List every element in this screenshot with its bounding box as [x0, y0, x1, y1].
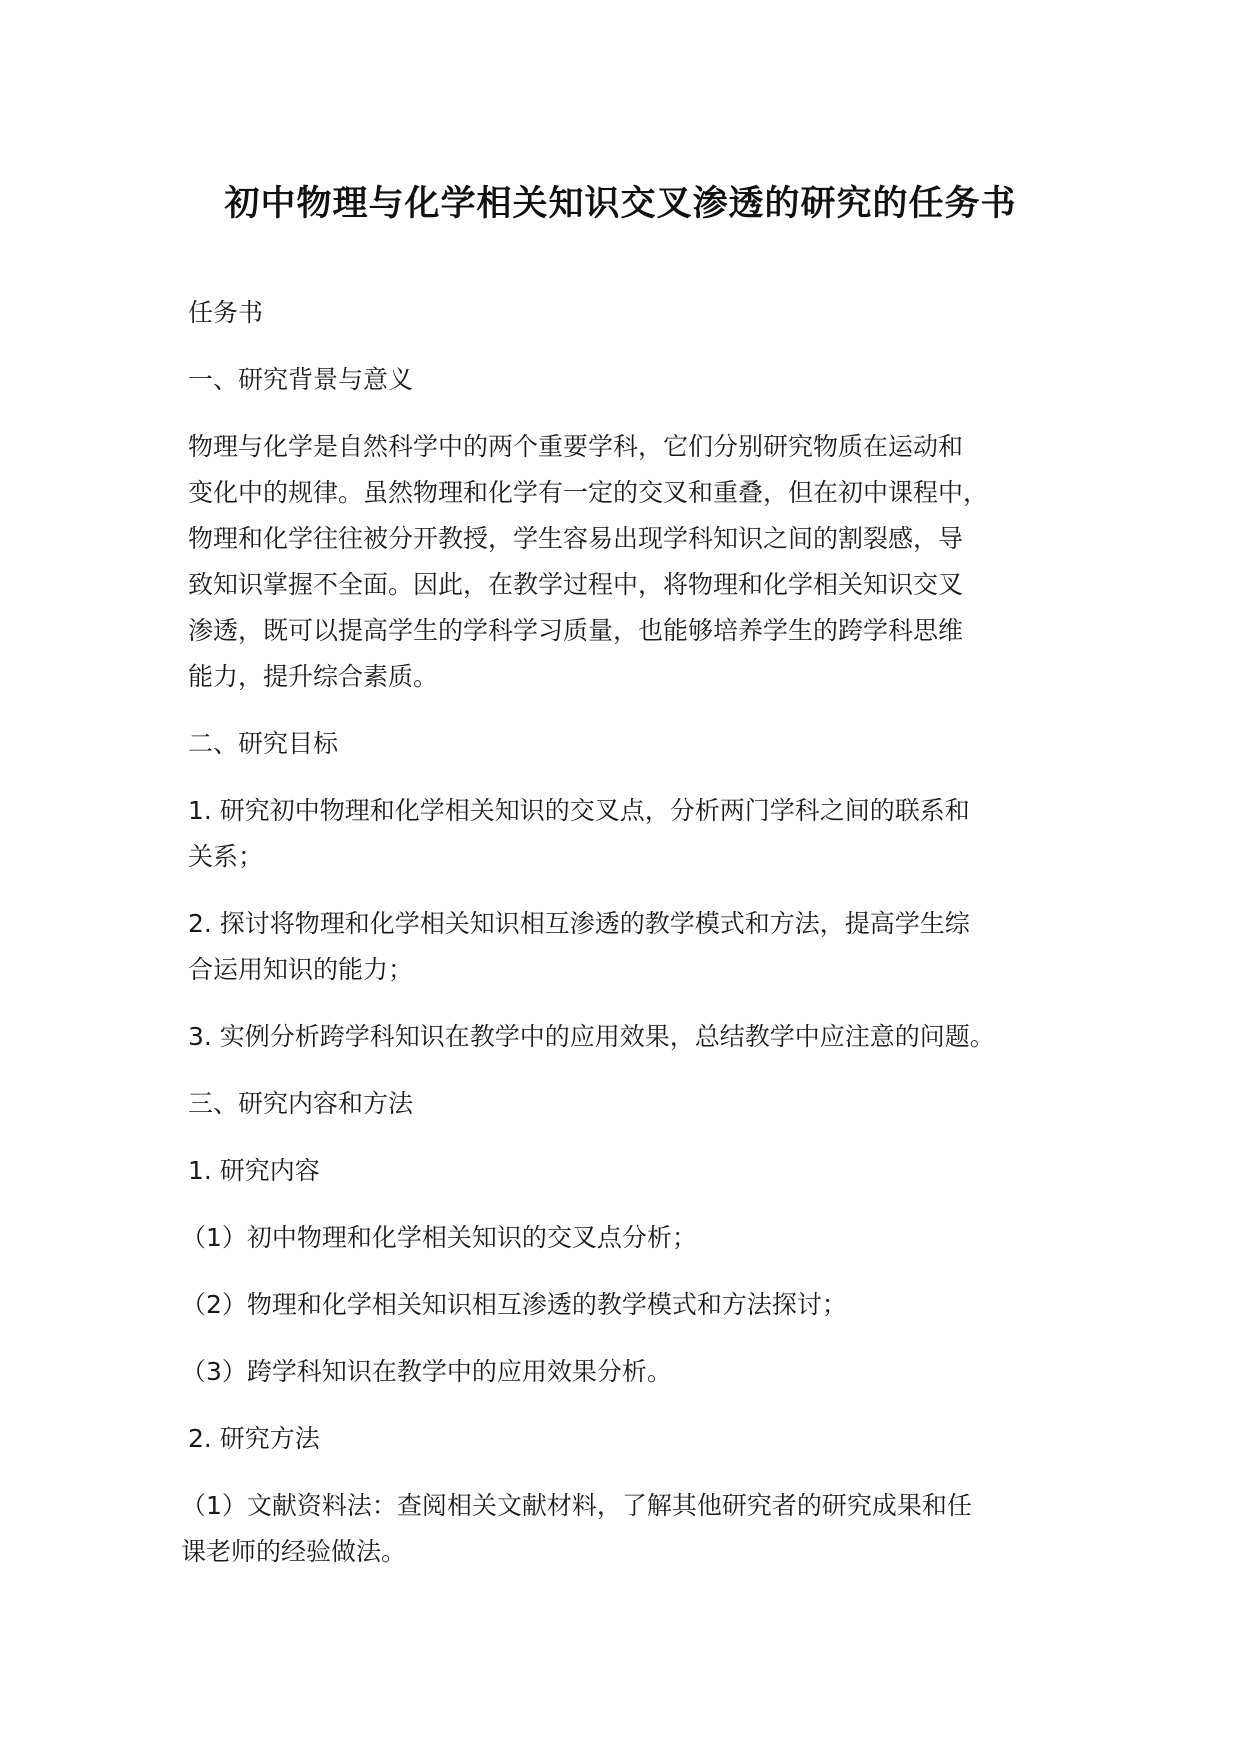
subheading-methods: 2. 研究方法 — [188, 1424, 320, 1453]
section-label: 任务书 — [188, 298, 264, 327]
goal-item-2: 2. 探讨将物理和化学相关知识相互渗透的教学模式和方法，提高学生综 合运用知识的能力； — [188, 909, 970, 984]
method-item-1: （1）文献资料法：查阅相关文献材料，了解其他研究者的研究成果和任 课老师的经验做法。 — [181, 1491, 972, 1566]
goal-item-3: 3. 实例分析跨学科知识在教学中的应用效果，总结教学中应注意的问题。 — [188, 1022, 995, 1051]
content-item-2: （2）物理和化学相关知识相互渗透的教学模式和方法探讨； — [181, 1290, 847, 1319]
document-title: 初中物理与化学相关知识交叉渗透的研究的任务书 — [224, 184, 1017, 224]
document-body — [181, 290, 1088, 1596]
content-item-1: （1）初中物理和化学相关知识的交叉点分析； — [181, 1223, 697, 1252]
goal-item-1: 1. 研究初中物理和化学相关知识的交叉点，分析两门学科之间的联系和 关系； — [188, 796, 970, 871]
background-paragraph: 物理与化学是自然科学中的两个重要学科，它们分别研究物质在运动和 变化中的规律。虽然物理和化学有一定的交叉和重叠，但在初中课程中， 物理和化学往往被分开教授，学生容易出现学科知识之间的割裂感，导 致知识掌握不全面。因此，在教学过程中，将物理和化学相关知识交叉 渗透，既可以提高学生的学科学习质量，也能够培养学生的跨学科思维 能力，提升综合素质。 — [188, 432, 989, 691]
content-item-3: （3）跨学科知识在教学中的应用效果分析。 — [181, 1357, 672, 1386]
section-heading-background: 一、研究背景与意义 — [188, 365, 414, 394]
subheading-content: 1. 研究内容 — [188, 1156, 320, 1185]
section-heading-content-methods: 三、研究内容和方法 — [188, 1089, 414, 1118]
section-heading-goals: 二、研究目标 — [188, 729, 339, 758]
